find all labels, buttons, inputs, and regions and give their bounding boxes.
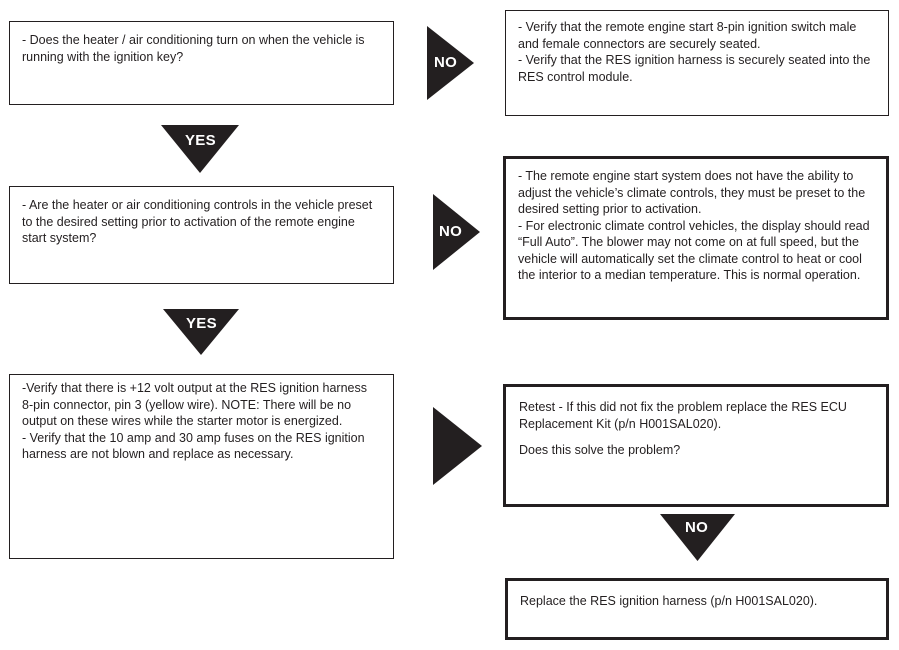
retest-box	[503, 384, 889, 507]
question-box-1	[9, 21, 394, 105]
no-arrow-2	[433, 194, 481, 270]
question-text-2: - Are the heater or air conditioning controls in the vehicle preset to the desired setting prior to activation of the remote engine start system?	[22, 198, 373, 245]
yes-arrow-2	[163, 309, 239, 355]
retest-question: Does this solve the problem?	[519, 443, 681, 457]
yes-arrow-1	[161, 125, 239, 173]
no-label-1: NO	[434, 54, 458, 71]
next-arrow	[433, 407, 483, 485]
next-arrow-shape	[433, 407, 483, 485]
final-box	[505, 578, 889, 640]
no-label-3: NO	[685, 519, 709, 536]
no-label-2: NO	[439, 223, 463, 240]
no-arrow-1	[427, 26, 475, 100]
final-text: Replace the RES ignition harness (p/n H001SAL020).	[520, 594, 818, 608]
question-text-1: - Does the heater / air conditioning turn on when the vehicle is running with the ignition key?	[22, 33, 365, 64]
yes-label-2: YES	[186, 315, 217, 332]
result-text-2: - The remote engine start system does not have the ability to adjust the vehicle’s climate controls, they must be preset to the desired setting prior to activation. - For electronic climate control vehicles, the display should read “Full Auto”. The blower may not come on at full speed, but the vehicle will automatically set the climate control to heat or cool the interior to a median temperature. This is normal operation.	[518, 169, 870, 282]
result-text-1: - Verify that the remote engine start 8-pin ignition switch male and female connectors are securely seated. - Verify that the RES ignition harness is securely seated into the RES control module.	[518, 20, 871, 84]
instructions-box	[9, 374, 394, 559]
question-box-2	[9, 186, 394, 284]
result-box-1	[505, 10, 889, 116]
instructions-text: -Verify that there is +12 volt output at the RES ignition harness 8-pin connector, pin 3 (yellow wire). NOTE: There will be no output on these wires while the starter motor is energized. - Verify that the 10 amp and 30 amp fuses on the RES ignition harness are not blown and replace as necessary.	[22, 381, 367, 461]
no-arrow-3	[660, 514, 735, 561]
yes-label-1: YES	[185, 132, 216, 149]
retest-text: Retest - If this did not fix the problem replace the RES ECU Replacement Kit (p/n H001SAL020).	[519, 400, 847, 431]
result-box-2	[503, 156, 889, 320]
